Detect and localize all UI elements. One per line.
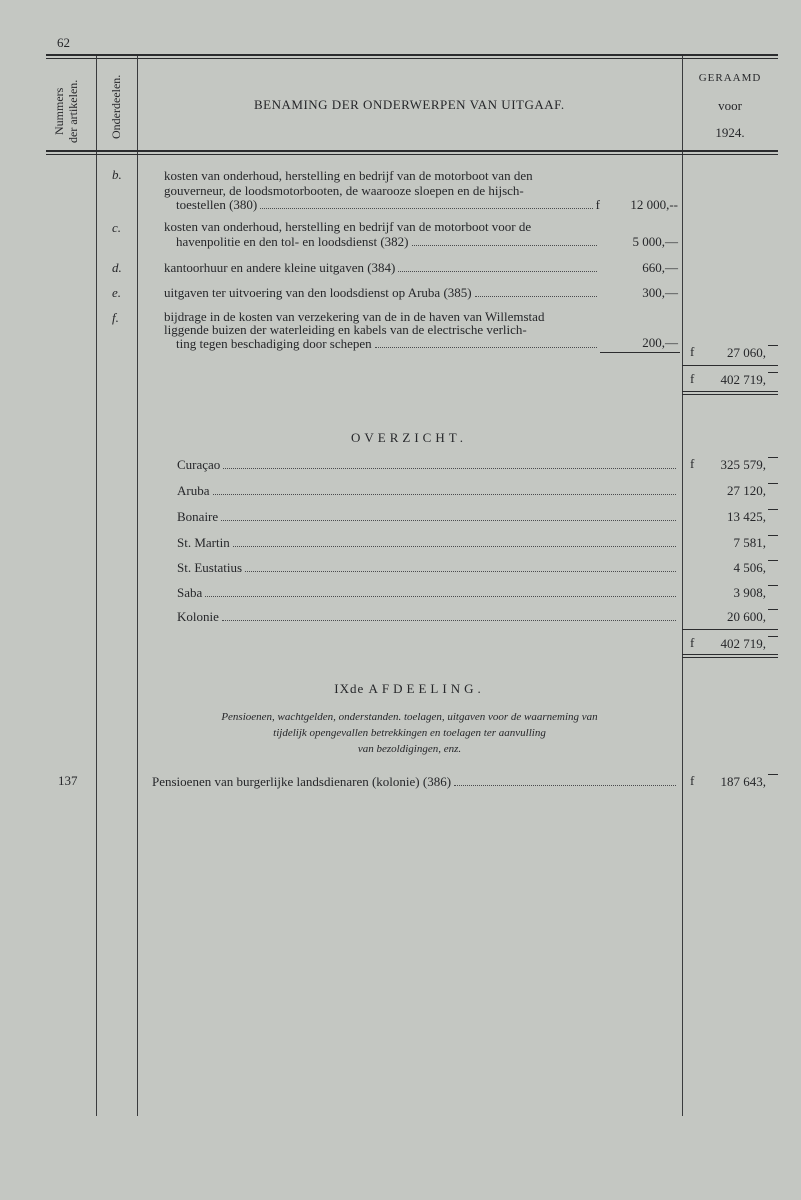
total-double-rule-2 bbox=[682, 394, 778, 395]
item-last-line: kantoorhuur en andere kleine uitgaven (384) bbox=[164, 260, 600, 276]
column-divider-3 bbox=[682, 56, 683, 1116]
overzicht-row: Saba bbox=[177, 585, 679, 601]
article-row: Pensioenen van burgerlijke landsdienaren (kolonie) (386) bbox=[152, 774, 679, 790]
article-amount: 187 643, bbox=[720, 774, 766, 789]
item-letter: c. bbox=[112, 220, 122, 235]
dash bbox=[768, 636, 778, 637]
dash bbox=[768, 609, 778, 610]
overzicht-total-rule bbox=[682, 629, 778, 630]
header-voor: voor bbox=[718, 98, 742, 113]
item-last-line: uitgaven ter uitvoering van den loodsdienst op Aruba (385) bbox=[164, 285, 600, 301]
dash bbox=[768, 457, 778, 458]
overzicht-amount: 20 600, bbox=[727, 609, 766, 624]
overzicht-double-rule-2 bbox=[682, 657, 778, 658]
dash bbox=[768, 345, 778, 346]
currency-mark: f bbox=[690, 635, 695, 650]
item-last-line: havenpolitie en den tol- en loodsdienst (382) bbox=[176, 234, 600, 250]
item-amount: 300,— bbox=[642, 285, 678, 300]
item-text: kosten van onderhoud, herstelling en bedrijf van de motorboot van den gouverneur, de loodsmotorbooten, de waarooze sloepen en de hijsch- bbox=[164, 168, 533, 198]
overzicht-heading: OVERZICHT. bbox=[351, 430, 467, 445]
dash bbox=[768, 372, 778, 373]
subtotal-amount: 27 060, bbox=[727, 345, 766, 360]
total-double-rule bbox=[682, 391, 778, 392]
overzicht-row: St. Eustatius bbox=[177, 560, 679, 576]
column-divider-2 bbox=[137, 56, 138, 1116]
currency-mark: f bbox=[690, 773, 695, 788]
dash bbox=[768, 535, 778, 536]
column-divider-1 bbox=[96, 56, 97, 1116]
top-rule-thin bbox=[46, 58, 778, 59]
header-bottom-rule bbox=[46, 150, 778, 152]
article-number: 137 bbox=[58, 773, 78, 788]
total-rule bbox=[682, 365, 778, 366]
dash bbox=[768, 509, 778, 510]
currency-mark: f bbox=[690, 344, 695, 359]
top-rule bbox=[46, 54, 778, 56]
header-bottom-rule-thin bbox=[46, 154, 778, 155]
header-geraamd: GERAAMD bbox=[698, 72, 762, 84]
overzicht-amount: 4 506, bbox=[733, 560, 766, 575]
header-nummers: Nummers der artikelen. bbox=[52, 79, 80, 143]
item-amount: 200,— bbox=[642, 335, 678, 350]
overzicht-row: Bonaire bbox=[177, 509, 679, 525]
dash bbox=[768, 774, 778, 775]
item-letter: b. bbox=[112, 167, 122, 182]
header-year: 1924. bbox=[715, 125, 745, 140]
item-letter: e. bbox=[112, 285, 122, 300]
overzicht-total: 402 719, bbox=[720, 636, 766, 651]
overzicht-row: Kolonie bbox=[177, 609, 679, 625]
item-text: bijdrage in de kosten van verzekering van de in de haven van Willemstad liggende buizen der waterleiding en kabels van de electrische verlich- bbox=[164, 309, 545, 337]
header-onderdeelen: Onderdeelen. bbox=[109, 74, 123, 140]
dash bbox=[768, 560, 778, 561]
overzicht-row: Aruba bbox=[177, 483, 679, 499]
overzicht-amount: 13 425, bbox=[727, 509, 766, 524]
afdeeling-subtitle: Pensioenen, wachtgelden, onderstanden. toelagen, uitgaven voor de waarneming van tijdelijk opengevallen betrekkingen en toelagen ter aanvulling van bezoldigingen, enz. bbox=[221, 711, 598, 755]
overzicht-amount: 3 908, bbox=[733, 585, 766, 600]
item-amount: 12 000,-- bbox=[630, 197, 678, 212]
item-letter: f. bbox=[112, 310, 119, 325]
afdeeling-heading: IXde AFDEELING. bbox=[334, 681, 485, 696]
dash bbox=[768, 585, 778, 586]
overzicht-amount: 7 581, bbox=[733, 535, 766, 550]
overzicht-row: St. Martin bbox=[177, 535, 679, 551]
overzicht-amount: 325 579, bbox=[720, 457, 766, 472]
overzicht-amount: 27 120, bbox=[727, 483, 766, 498]
item-text: kosten van onderhoud, herstelling en bedrijf van de motorboot voor de bbox=[164, 219, 532, 234]
overzicht-double-rule bbox=[682, 654, 778, 655]
dash bbox=[768, 483, 778, 484]
item-amount: 5 000,— bbox=[632, 234, 678, 249]
currency-mark: f bbox=[690, 456, 695, 471]
item-last-line: toestellen (380) f bbox=[176, 197, 600, 212]
total-amount: 402 719, bbox=[720, 372, 766, 387]
overzicht-row: Curaçao bbox=[177, 457, 679, 473]
subtotal-rule bbox=[600, 352, 680, 353]
header-title: BENAMING DER ONDERWERPEN VAN UITGAAF. bbox=[254, 97, 565, 112]
page-number: 62 bbox=[57, 35, 70, 50]
item-amount: 660,— bbox=[642, 260, 678, 275]
currency-mark: f bbox=[690, 371, 695, 386]
item-letter: d. bbox=[112, 260, 122, 275]
item-last-line: ting tegen beschadiging door schepen bbox=[176, 336, 600, 352]
